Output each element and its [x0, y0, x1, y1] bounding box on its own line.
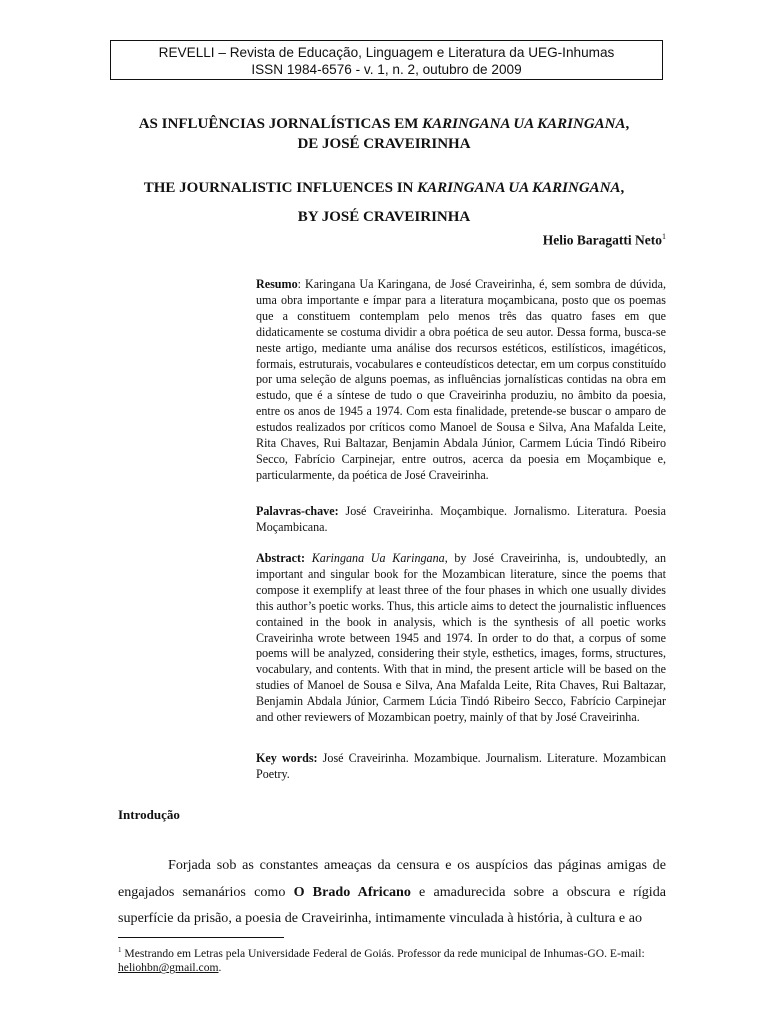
abstract-text: , by José Craveirinha, is, undoubtedly, an important and singular book for the Mozambican literature, since the poems that compose it exemplify at least three of the four phases in which one usually divides this author’s poetic works. Thus, this article aims to detect the journalistic influences contained in the book in analysis, which is the synthesis of all poetic works Craveirinha wrote between 1945 and 1974. In order to do that, a corpus of some poems will be analyzed, considering their style, esthetics, images, forms, structures, vocabulary, and contents. With that in mind, the present article will be based on the studies of Manoel de Sousa e Silva, Ana Mafalda Leite, Rita Chaves, Rui Baltazar, Benjamin Abdala Júnior, Carmem Lúcia Tindó Ribeiro Secco, Fabrício Carpinejar and other reviewers of Mozambican poetry, mainly of that by José Craveirinha. — [256, 551, 667, 725]
journal-issn: ISSN 1984-6576 - v. 1, n. 2, outubro de 2009 — [251, 62, 522, 77]
key-words-paragraph — [256, 751, 666, 783]
author-name-text: Helio Baragatti Neto — [542, 232, 662, 248]
title-en-prefix: THE JOURNALISTIC INFLUENCES IN — [143, 180, 418, 196]
abstract-italic-title: Karingana Ua Karingana — [311, 551, 445, 565]
key-words-text: José Craveirinha. Mozambique. Journalism. Literature. Mozambican Poetry. — [256, 751, 667, 781]
footnote — [118, 943, 678, 976]
resumo-label: Resumo — [256, 277, 298, 291]
author-name — [543, 232, 666, 249]
footnote-end: . — [218, 961, 222, 975]
footnote-divider — [118, 937, 284, 938]
footnote-mark: 1 — [118, 946, 122, 954]
resumo-paragraph — [256, 277, 666, 484]
section-heading: Introdução — [118, 807, 180, 822]
title-portuguese — [60, 114, 708, 154]
resumo-text: : Karingana Ua Karingana, de José Craveirinha, é, sem sombra de dúvida, uma obra importante e ímpar para a literatura moçambicana, posto que os poemas que a constituem contemplam pelo menos três das quatro fases em que didaticamente se costuma dividir a obra poética de seu autor. Dessa forma, busca-se neste artigo, mediante uma análise dos recursos estéticos, estilísticos, imagéticos, formais, estruturais, vocabulares e conteudísticos detectar, em um corpus constituído por uma seleção de alguns poemas, as influências jornalísticas contidas na obra em estudo, que é a síntese de tudo o que Craveirinha produziu, no âmbito da poesia, entre os anos de 1945 a 1974. Com esta finalidade, pretende-se buscar o amparo de estudos realizados por críticos como Manoel de Sousa e Silva, Ana Mafalda Leite, Rita Chaves, Rui Baltazar, Benjamin Abdala Júnior, Carmem Lúcia Tindó Ribeiro Secco, Fabrício Carpinejar, entre outros, acerca da poesia em Moçambique e, particularmente, da poética de José Craveirinha. — [256, 277, 666, 482]
title-english — [60, 174, 708, 232]
author-footnote-mark: 1 — [662, 232, 666, 241]
title-pt-prefix: AS INFLUÊNCIAS JORNALÍSTICAS EM — [138, 116, 423, 132]
title-pt-suffix: , — [625, 116, 630, 132]
footnote-email-link[interactable]: heliohbn@gmail.com — [118, 961, 219, 975]
title-pt-italic: KARINGANA UA KARINGANA — [422, 116, 626, 132]
body-text-part1: Forjada sob as constantes ameaças da censura e os auspícios das páginas amigas de engajados semanários como — [118, 857, 666, 900]
footnote-text: Mestrando em Letras pela Universidade Federal de Goiás. Professor da rede municipal de Inhumas-GO. E-mail: — [121, 946, 645, 960]
title-pt-line2: DE JOSÉ CRAVEIRINHA — [297, 136, 471, 152]
palavras-chave-paragraph — [256, 504, 666, 536]
abstract-paragraph — [256, 551, 666, 726]
body-paragraph — [118, 852, 666, 932]
palavras-chave-label: Palavras-chave: — [256, 504, 339, 518]
palavras-chave-text: José Craveirinha. Moçambique. Jornalismo. Literatura. Poesia Moçambicana. — [256, 504, 666, 534]
body-text-part2: e amadurecida sobre a obscura e rígida superfície da prisão, a poesia de Craveirinha, intimamente vinculada à história, à cultura e ao — [118, 883, 666, 926]
body-bold-title: O Brado Africano — [293, 883, 411, 900]
journal-name: REVELLI – Revista de Educação, Linguagem e Literatura da UEG-Inhumas — [158, 45, 615, 60]
title-en-italic: KARINGANA UA KARINGANA — [417, 180, 621, 196]
title-en-line2: BY JOSÉ CRAVEIRINHA — [297, 209, 471, 225]
key-words-label: Key words: — [256, 751, 318, 765]
title-en-suffix: , — [620, 180, 625, 196]
abstract-label: Abstract: — [256, 551, 306, 565]
journal-header — [110, 40, 663, 80]
